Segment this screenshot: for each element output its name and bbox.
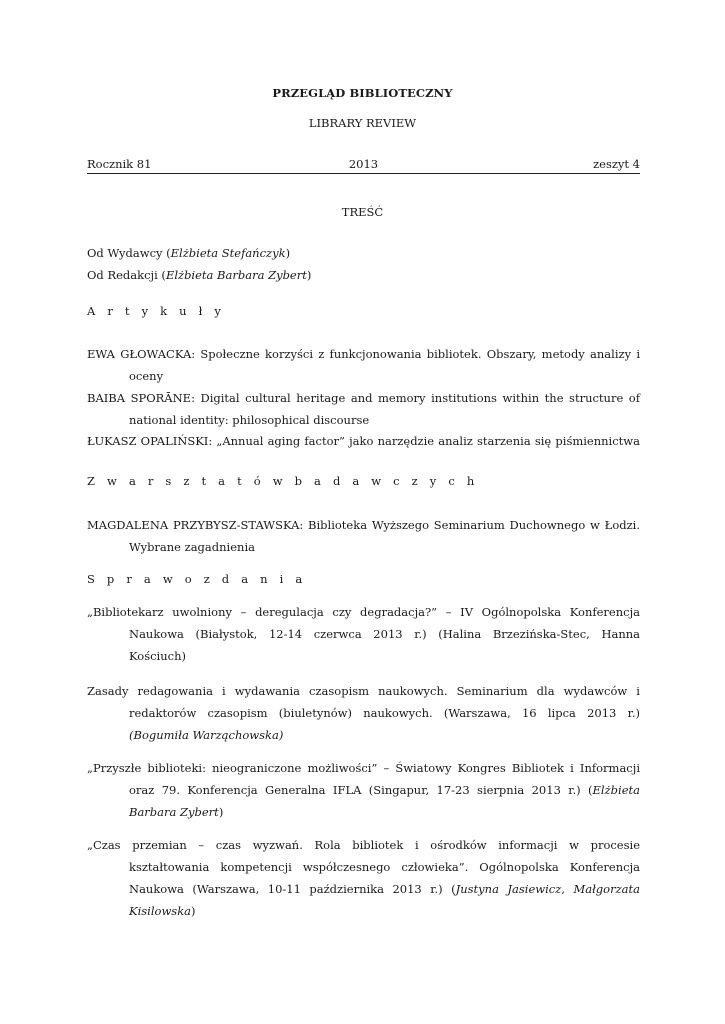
entry-line: Wybrane zagadnienia xyxy=(129,540,255,554)
entry-text: Naukowa (Warszawa, 10-11 października 2013 r.) ( xyxy=(129,882,456,896)
entry-line: kształtowania kompetencji współczesnego człowieka”. Ogólnopolska Konferencja xyxy=(129,860,640,874)
entry-text: oraz 79. Konferencja Generalna IFLA (Singapur, 17-23 sierpnia 2013 r.) ( xyxy=(129,783,593,797)
entry-author: Elżbieta xyxy=(592,783,640,797)
volume-label: Rocznik 81 xyxy=(87,157,152,171)
editorial-from-publisher[interactable] xyxy=(87,246,290,260)
entry-line: redaktorów czasopism (biuletynów) naukowych. (Warszawa, 16 lipca 2013 r.) xyxy=(129,706,640,720)
entry-author: Barbara Zybert xyxy=(129,805,219,819)
toc-entry-report[interactable] xyxy=(87,680,640,746)
toc-entry-workshop[interactable] xyxy=(87,514,640,558)
entry-line-author: (Bogumiła Warząchowska) xyxy=(129,728,284,742)
toc-entry-article[interactable] xyxy=(87,343,640,387)
entry-line: ŁUKASZ OPALIŃSKI: „Annual aging factor” jako narzędzie analiz starzenia się piśmiennictwa xyxy=(87,434,640,448)
journal-subtitle: LIBRARY REVIEW xyxy=(308,116,417,130)
entry-line: Naukowa (Białystok, 12-14 czerwca 2013 r.) (Halina Brzezińska-Stec, Hanna xyxy=(129,627,640,641)
editorial-from-editors[interactable] xyxy=(87,268,311,282)
entry-author: Justyna Jasiewicz, Małgorzata xyxy=(455,882,640,896)
entry-close: ) xyxy=(218,805,224,819)
toc-entry-report[interactable] xyxy=(87,601,640,667)
entry-line: oceny xyxy=(129,369,164,383)
entry-line xyxy=(87,779,640,801)
editorial-close: ) xyxy=(306,268,312,282)
toc-entry-report[interactable] xyxy=(87,834,640,922)
toc-entry-article[interactable] xyxy=(87,387,640,431)
section-heading-workshops: Z w a r s z t a t ó w b a d a w c z y c h xyxy=(87,474,479,488)
toc-entry-article[interactable] xyxy=(87,430,640,452)
entry-line: „Przyszłe biblioteki: nieograniczone możliwości” – Światowy Kongres Bibliotek i Informacji xyxy=(87,761,640,775)
editorial-label: Od Wydawcy ( xyxy=(87,246,171,260)
entry-line: „Czas przemian – czas wyzwań. Rola bibliotek i ośrodków informacji w procesie xyxy=(87,838,640,852)
section-heading-articles: A r t y k u ł y xyxy=(87,304,226,318)
year-label: 2013 xyxy=(348,157,379,171)
entry-line xyxy=(87,801,640,823)
entry-close: ) xyxy=(191,904,196,918)
entry-line: BAIBA SPORĀNE: Digital cultural heritage and memory institutions within the structure of xyxy=(87,391,640,405)
issue-meta-row xyxy=(87,157,640,173)
issue-label: zeszyt 4 xyxy=(593,157,640,171)
editorial-author: Elżbieta Barbara Zybert xyxy=(165,268,307,282)
entry-line xyxy=(87,878,640,900)
entry-line: national identity: philosophical discourse xyxy=(129,413,370,427)
entry-line xyxy=(87,900,640,922)
entry-author: Kisilowska xyxy=(129,904,192,918)
entry-line: Zasady redagowania i wydawania czasopism naukowych. Seminarium dla wydawców i xyxy=(87,684,640,698)
editorial-close: ) xyxy=(285,246,291,260)
entry-line: MAGDALENA PRZYBYSZ-STAWSKA: Biblioteka Wyższego Seminarium Duchownego w Łodzi. xyxy=(87,518,640,532)
toc-entry-report[interactable] xyxy=(87,757,640,823)
entry-line: „Bibliotekarz uwolniony – deregulacja czy degradacja?” – IV Ogólnopolska Konferencja xyxy=(87,605,640,619)
editorial-label: Od Redakcji ( xyxy=(87,268,166,282)
editorial-author: Elżbieta Stefańczyk xyxy=(170,246,286,260)
entry-line: Kościuch) xyxy=(129,649,186,663)
entry-line: EWA GŁOWACKA: Społeczne korzyści z funkcjonowania bibliotek. Obszary, metody analizy i xyxy=(87,347,640,361)
journal-title: PRZEGLĄD BIBLIOTECZNY xyxy=(272,86,453,100)
toc-title: TREŚĆ xyxy=(341,205,384,219)
header-rule xyxy=(87,173,640,174)
section-heading-reports: S p r a w o z d a n i a xyxy=(87,572,307,586)
